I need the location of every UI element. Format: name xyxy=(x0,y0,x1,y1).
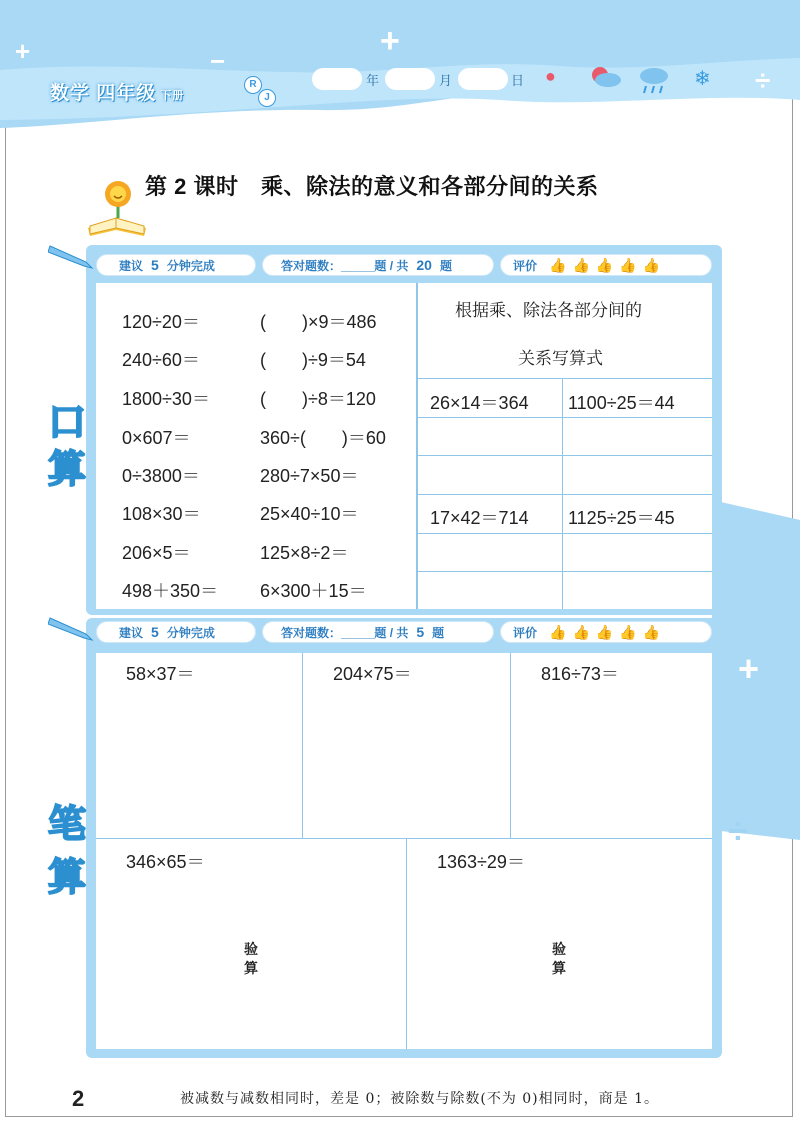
relation-instruction-1: 根据乘、除法各部分间的 xyxy=(455,301,642,320)
oral-question: ( )×9＝486 xyxy=(260,312,377,332)
oral-calc-label-2: 算 xyxy=(48,449,87,491)
suggest-time-bar-2: 建议 5 分钟完成 xyxy=(96,621,256,643)
oral-question: ( )÷9＝54 xyxy=(260,350,366,370)
oral-question: 360÷( )＝60 xyxy=(260,428,386,448)
snow-icon[interactable]: ❄ xyxy=(694,68,711,90)
written-question: 1363÷29＝ xyxy=(437,852,525,872)
written-question: 346×65＝ xyxy=(126,852,205,872)
relation-given: 1100÷25＝44 xyxy=(568,393,675,413)
cloudy-icon[interactable] xyxy=(588,64,624,90)
page-number: 2 xyxy=(72,1086,85,1111)
svg-text:+: + xyxy=(15,36,31,66)
svg-text:+: + xyxy=(380,22,400,60)
oral-question: 206×5＝ xyxy=(122,543,191,563)
oral-question: 25×40÷10＝ xyxy=(260,504,359,524)
rainy-icon[interactable] xyxy=(636,64,672,96)
suggest-time-bar-1: 建议 5 分钟完成 xyxy=(96,254,256,276)
book-flower-illustration xyxy=(84,178,150,240)
oral-question: 280÷7×50＝ xyxy=(260,466,359,486)
month-field[interactable] xyxy=(385,68,435,90)
oral-question: 0÷3800＝ xyxy=(122,466,200,486)
answer-cell[interactable] xyxy=(419,572,561,608)
written-calc-label-2: 算 xyxy=(48,857,87,899)
oral-question: 1800÷30＝ xyxy=(122,389,210,409)
oral-question: 240÷60＝ xyxy=(122,350,200,370)
pencil-icon xyxy=(48,612,98,642)
rating-bar-1: 评价 👍👍👍👍👍 xyxy=(500,254,712,276)
check-label: 验 算 xyxy=(552,941,566,976)
written-question: 58×37＝ xyxy=(126,664,195,684)
answer-cell[interactable] xyxy=(419,418,561,454)
relation-given: 17×42＝714 xyxy=(430,508,529,528)
day-field[interactable] xyxy=(458,68,508,90)
edition-letter-j: J xyxy=(258,89,276,107)
grid-line xyxy=(562,378,563,609)
oral-calc-label-1: 口 xyxy=(48,402,87,444)
relation-given: 26×14＝364 xyxy=(430,393,529,413)
grid-line xyxy=(418,378,712,379)
oral-question: 0×607＝ xyxy=(122,428,191,448)
subject-title: 数学 四年级 下册 xyxy=(50,83,185,104)
pencil-icon xyxy=(48,240,98,270)
answer-cell[interactable] xyxy=(564,456,710,493)
grid-line xyxy=(302,653,303,838)
oral-question: 498＋350＝ xyxy=(122,581,219,601)
lesson-title: 第 2 课时 乘、除法的意义和各部分间的关系 xyxy=(145,174,599,199)
check-label: 验 算 xyxy=(244,941,258,976)
thumbs-up-icon[interactable]: 👍👍👍👍👍 xyxy=(549,623,667,640)
answer-cell[interactable] xyxy=(564,418,710,454)
grid-line xyxy=(406,838,407,1049)
written-question: 204×75＝ xyxy=(333,664,412,684)
sunny-icon[interactable]: ● xyxy=(545,66,556,86)
footer-tip: 被减数与减数相同时，差是 0；被除数与除数(不为 0)相同时，商是 1。 xyxy=(180,1091,659,1107)
grid-line xyxy=(418,494,712,495)
thumbs-up-icon[interactable]: 👍👍👍👍👍 xyxy=(549,256,667,273)
oral-question: 6×300＋15＝ xyxy=(260,581,367,601)
year-label: 年 xyxy=(366,73,380,88)
oral-question: 125×8÷2＝ xyxy=(260,543,349,563)
grid-line xyxy=(96,838,712,839)
edition-letter-r: R xyxy=(244,76,262,94)
answer-count-bar-2: 答对题数：_____题 / 共 5 题 xyxy=(262,621,494,643)
answer-cell[interactable] xyxy=(419,534,561,570)
rating-bar-2: 评价 👍👍👍👍👍 xyxy=(500,621,712,643)
oral-question: 120÷20＝ xyxy=(122,312,200,332)
grid-divider xyxy=(416,283,418,609)
svg-text:−: − xyxy=(210,46,226,76)
oral-question: ( )÷8＝120 xyxy=(260,389,376,409)
answer-cell[interactable] xyxy=(419,456,561,493)
answer-count-bar-1: 答对题数：_____题 / 共 20 题 xyxy=(262,254,494,276)
day-label: 日 xyxy=(511,73,525,88)
relation-given: 1125÷25＝45 xyxy=(568,508,675,528)
year-field[interactable] xyxy=(312,68,362,90)
relation-instruction-2: 关系写算式 xyxy=(518,349,603,368)
answer-cell[interactable] xyxy=(564,534,710,570)
oral-question: 108×30＝ xyxy=(122,504,201,524)
plus-decoration: + xyxy=(738,648,760,689)
written-calc-label-1: 笔 xyxy=(48,804,87,846)
grid-line xyxy=(510,653,511,838)
divide-decoration: ÷ xyxy=(728,810,748,851)
svg-text:÷: ÷ xyxy=(755,65,771,96)
answer-cell[interactable] xyxy=(564,572,710,608)
month-label: 月 xyxy=(439,73,453,88)
written-question: 816÷73＝ xyxy=(541,664,619,684)
